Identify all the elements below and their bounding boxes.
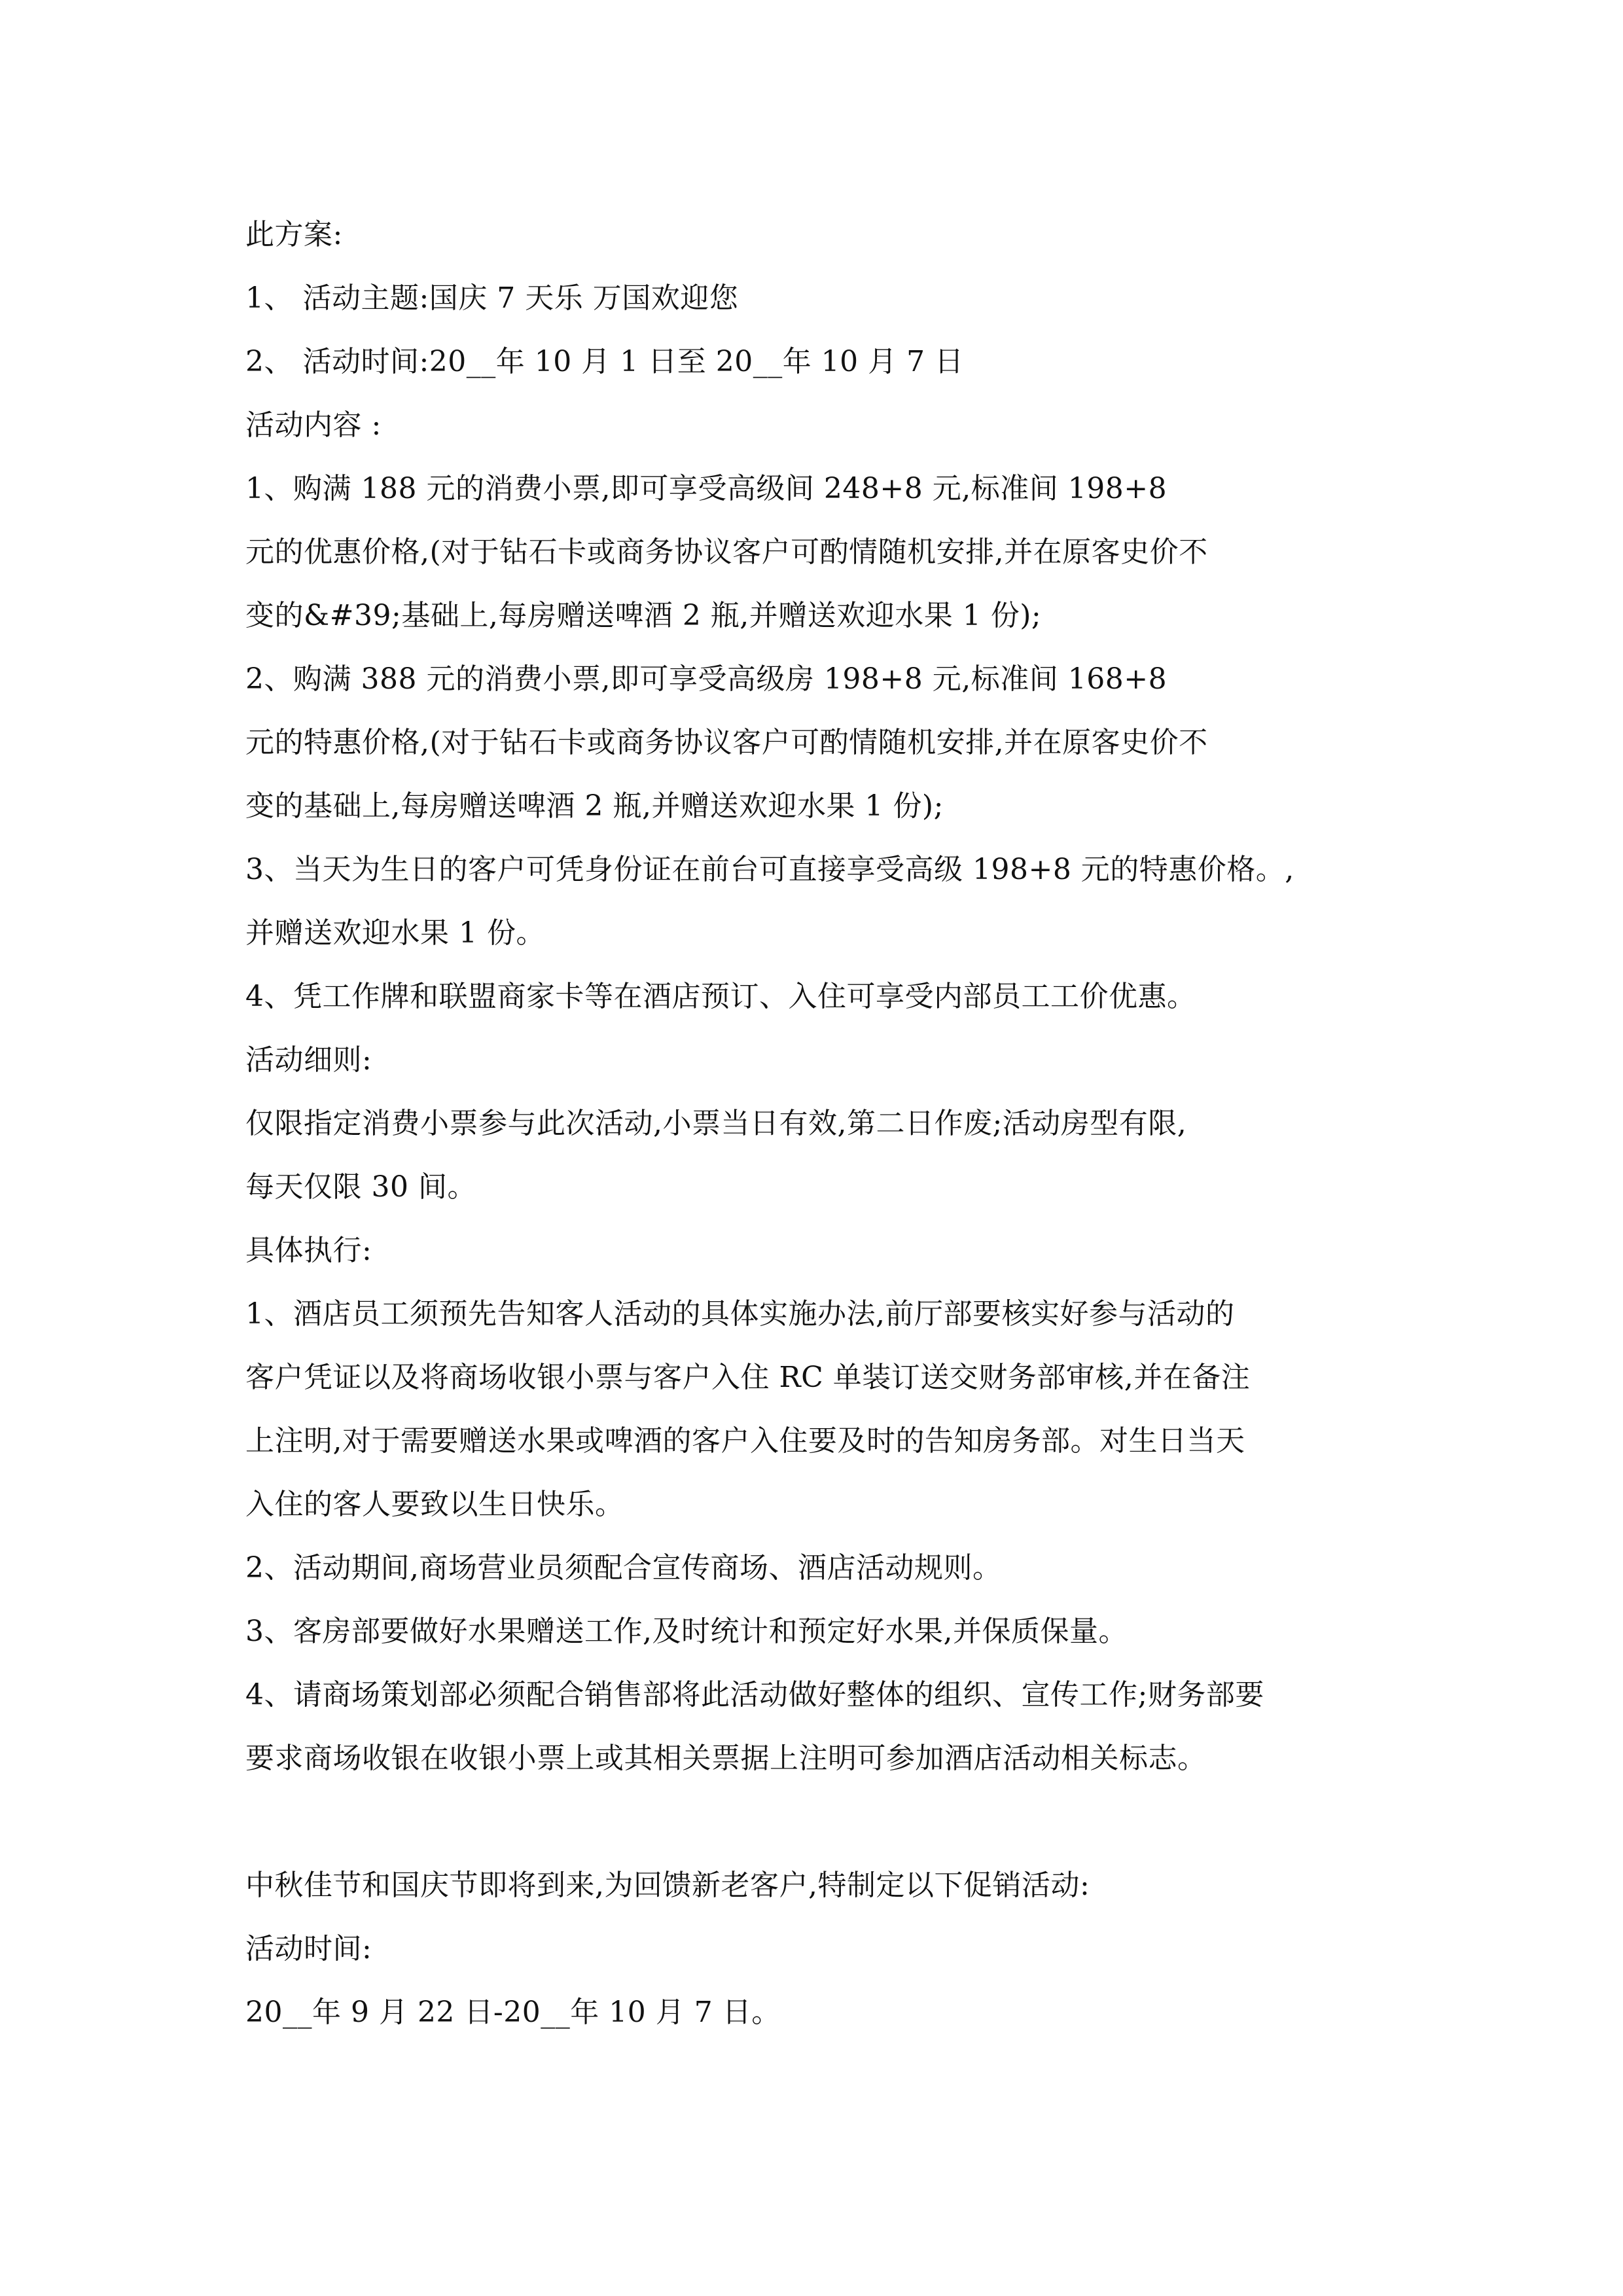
text-line: 4、凭工作牌和联盟商家卡等在酒店预订、入住可享受内部员工工价优惠。 <box>245 980 1196 1013</box>
text-line: 要求商场收银在收银小票上或其相关票据上注明可参加酒店活动相关标志。 <box>245 1742 1207 1775</box>
text-line: 变的&#39;基础上,每房赠送啤酒 2 瓶,并赠送欢迎水果 1 份); <box>245 599 1042 632</box>
text-line: 3、客房部要做好水果赠送工作,及时统计和预定好水果,并保质保量。 <box>245 1615 1128 1648</box>
text-line: 活动内容 : <box>245 408 382 442</box>
text-line: 变的基础上,每房赠送啤酒 2 瓶,并赠送欢迎水果 1 份); <box>245 789 944 823</box>
text-line: 中秋佳节和国庆节即将到来,为回馈新老客户,特制定以下促销活动: <box>245 1869 1090 1902</box>
text-line: 1、购满 188 元的消费小票,即可享受高级间 248+8 元,标准间 198+8 <box>245 472 1168 505</box>
document-body <box>245 203 1397 2044</box>
text-line: 2、活动期间,商场营业员须配合宣传商场、酒店活动规则。 <box>245 1551 1002 1585</box>
text-line: 活动时间: <box>245 1932 372 1965</box>
text-line: 仅限指定消费小票参与此次活动,小票当日有效,第二日作废;活动房型有限, <box>245 1107 1187 1140</box>
text-line: 2、 活动时间:20__年 10 月 1 日至 20__年 10 月 7 日 <box>245 345 964 378</box>
text-line: 客户凭证以及将商场收银小票与客户入住 RC 单装订送交财务部审核,并在备注 <box>245 1361 1251 1394</box>
text-line: 元的优惠价格,(对于钻石卡或商务协议客户可酌情随机安排,并在原客史价不 <box>245 535 1208 569</box>
text-line: 每天仅限 30 间。 <box>245 1170 476 1204</box>
text-line: 入住的客人要致以生日快乐。 <box>245 1488 624 1521</box>
text-line: 4、请商场策划部必须配合销售部将此活动做好整体的组织、宣传工作;财务部要 <box>245 1678 1264 1712</box>
text-line: 1、 活动主题:国庆 7 天乐 万国欢迎您 <box>245 281 739 315</box>
text-line: 此方案: <box>245 218 343 251</box>
text-line: 2、购满 388 元的消费小票,即可享受高级房 198+8 元,标准间 168+8 <box>245 662 1168 696</box>
text-line: 1、酒店员工须预先告知客人活动的具体实施办法,前厅部要核实好参与活动的 <box>245 1297 1235 1331</box>
text-line: 3、当天为生日的客户可凭身份证在前台可直接享受高级 198+8 元的特惠价格。, <box>245 853 1294 886</box>
text-line: 上注明,对于需要赠送水果或啤酒的客户入住要及时的告知房务部。对生日当天 <box>245 1424 1245 1458</box>
text-line: 活动细则: <box>245 1043 372 1077</box>
text-line: 具体执行: <box>245 1234 372 1267</box>
text-line: 元的特惠价格,(对于钻石卡或商务协议客户可酌情随机安排,并在原客史价不 <box>245 726 1208 759</box>
paragraph-gap <box>245 1790 1397 1854</box>
text-line: 20__年 9 月 22 日-20__年 10 月 7 日。 <box>245 1996 781 2029</box>
text-line: 并赠送欢迎水果 1 份。 <box>245 916 545 950</box>
